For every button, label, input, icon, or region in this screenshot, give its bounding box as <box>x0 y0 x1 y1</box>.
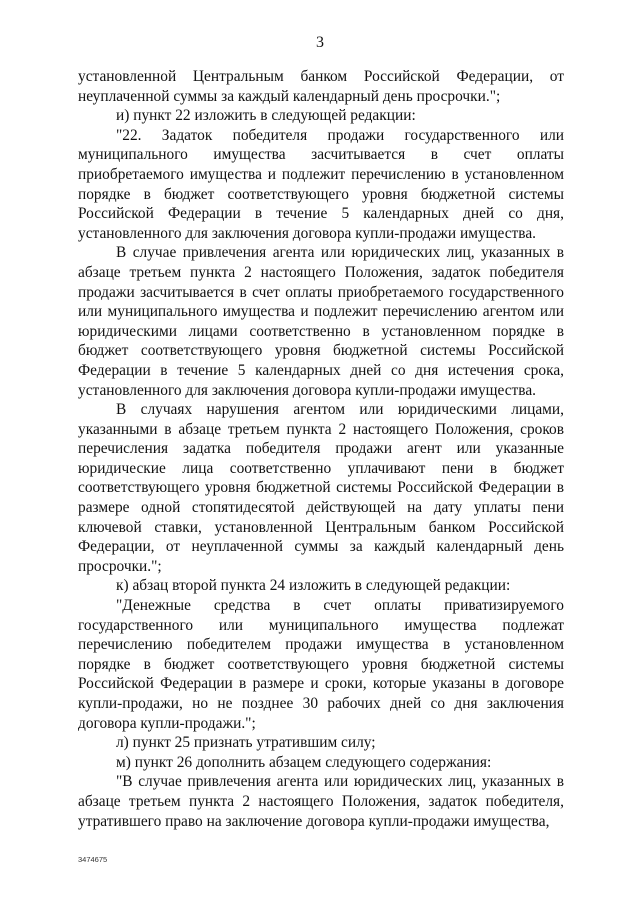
paragraph-clause-22: "22. Задаток победителя продажи государственного или муниципального имущества засчитывается в счет оплаты приобретаемого имущества и подлежит перечислению в установленном порядке в бюджет соответствующего уровня бюджетной системы Российской Федерации в течение 5 календарных дней со дня, установленного для заключения договора купли-продажи имущества. <box>78 126 564 242</box>
paragraph-clause-26-addition: "В случае привлечения агента или юридических лиц, указанных в абзаце третьем пункта 2 настоящего Положения, задаток победителя, утратившего право на заключение договора купли-продажи имущества, <box>78 773 564 830</box>
document-id: 3474675 <box>78 855 108 864</box>
paragraph-penalty: В случаях нарушения агентом или юридическими лицами, указанными в абзаце третьем пункта 2 настоящего Положения, сроков перечисления задатка победителя продажи агент или указанные юридические лица соответственно уплачивают пени в бюджет соответствующего уровня бюджетной системы Российской Федерации в размере одной стопятидесятой действующей на дату уплаты пени ключевой ставки, установленной Центральным банком Российской Федерации, от неуплаченной суммы за каждый календарный день просрочки."; <box>78 401 564 575</box>
paragraph-agent-deposit: В случае привлечения агента или юридических лиц, указанных в абзаце третьем пункта 2 настоящего Положения, задаток победителя продажи засчитывается в счет оплаты приобретаемого государственного или муниципального имущества и подлежит перечислению агентом или юридическими лицами соответственно в установленном порядке в бюджет соответствующего уровня бюджетной системы Российской Федерации в течение 5 календарных дней со дня истечения срока, установленного для заключения договора купли-продажи имущества. <box>78 244 564 399</box>
paragraph-continuation: установленной Центральным банком Российской Федерации, от неуплаченной суммы за каждый календарный день просрочки."; <box>78 68 564 105</box>
paragraph-item-k: к) абзац второй пункта 24 изложить в следующей редакции: <box>116 577 511 595</box>
page-number: 3 <box>316 34 324 51</box>
paragraph-item-i: и) пункт 22 изложить в следующей редакции: <box>116 107 416 125</box>
paragraph-funds: "Денежные средства в счет оплаты приватизируемого государственного или муниципального имущества подлежат перечислению победителем продажи имущества в установленном порядке в бюджет соответствующего уровня бюджетной системы Российской Федерации в размере и сроки, которые указаны в договоре купли-продажи, но не позднее 30 рабочих дней со дня заключения договора купли-продажи."; <box>78 597 564 732</box>
document-body <box>78 67 564 831</box>
paragraph-item-l: л) пункт 25 признать утратившим силу; <box>116 734 376 752</box>
paragraph-item-m: м) пункт 26 дополнить абзацем следующего содержания: <box>116 753 492 771</box>
